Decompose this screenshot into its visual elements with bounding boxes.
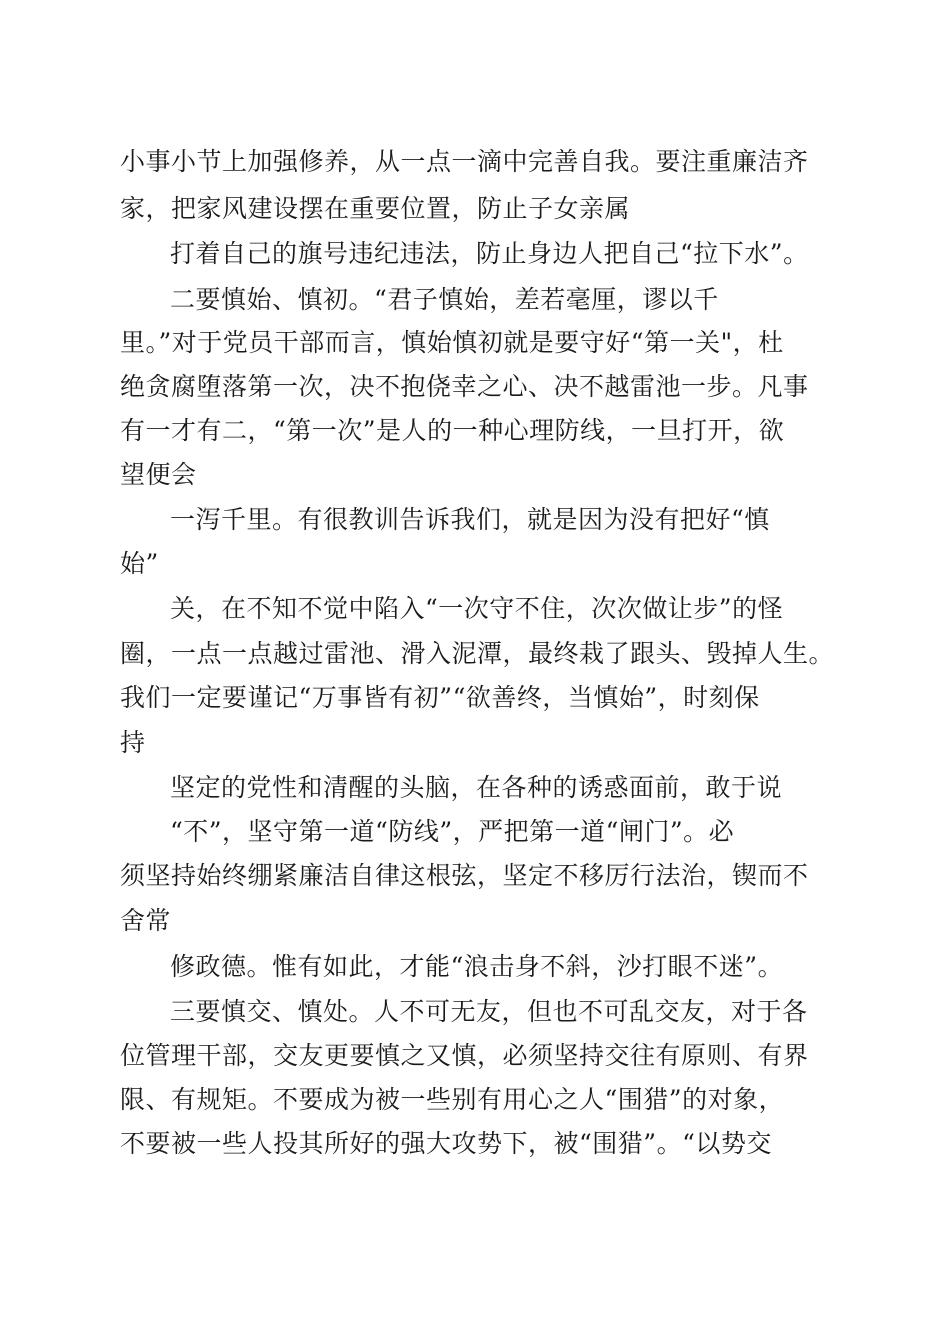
text-line: 有一才有二，“第一次”是人的一种心理防线，一旦打开，欲: [120, 416, 785, 445]
text-line: 我们一定要谨记“万事皆有初”“欲善终，当慎始”，时刻保: [120, 683, 760, 712]
text-line: 二要慎始、慎初。“君子慎始，差若毫厘，谬以千: [170, 285, 719, 314]
text-line: 三要慎交、慎处。人不可无友，但也不可乱交友，对于各: [170, 997, 808, 1026]
text-line: “不”，坚守第一道“防线”，严把第一道“闸门”。必: [170, 817, 735, 846]
text-line: 舍常: [120, 906, 172, 935]
text-line: 持: [120, 728, 146, 757]
text-line: 始”: [120, 549, 159, 578]
text-line: 坚定的党性和清醒的头脑，在各种的诱惑面前，敢于说: [170, 773, 783, 802]
text-line: 不要被一些人投其所好的强大攻势下，被“围猎”。“以势交: [120, 1129, 772, 1158]
text-line: 关，在不知不觉中陷入“一次守不住，次次做让步”的怪: [170, 594, 784, 623]
text-line: 须坚持始终绷紧廉洁自律这根弦，坚定不移厉行法治，锲而不: [120, 861, 809, 890]
text-line: 家，把家风建设摆在重要位置，防止子女亲属: [120, 194, 631, 223]
text-line: 里。”对于党员干部而言，慎始慎初就是要守好“第一关"，杜: [120, 328, 784, 357]
text-line: 打着自己的旗号违纪违法，防止身边人把自己“拉下水”。: [170, 239, 809, 268]
text-line: 限、有规矩。不要成为被一些别有用心之人“围猎”的对象，: [120, 1085, 785, 1114]
text-line: 望便会: [120, 460, 197, 489]
text-line: 绝贪腐堕落第一次，决不抱侥幸之心、决不越雷池一步。凡事: [120, 372, 809, 401]
text-line: 圈，一点一点越过雷池、滑入泥潭，最终栽了跟头、毁掉人生。: [120, 639, 835, 668]
text-line: 一泻千里。有很教训告诉我们，就是因为没有把好“慎: [170, 505, 770, 534]
text-line: 修政德。惟有如此，才能“浪击身不斜，沙打眼不迷”。: [170, 952, 784, 981]
text-line: 小事小节上加强修养，从一点一滴中完善自我。要注重廉洁齐: [120, 147, 809, 176]
text-line: 位管理干部，交友更要慎之又慎，必须坚持交往有原则、有界: [120, 1041, 809, 1070]
